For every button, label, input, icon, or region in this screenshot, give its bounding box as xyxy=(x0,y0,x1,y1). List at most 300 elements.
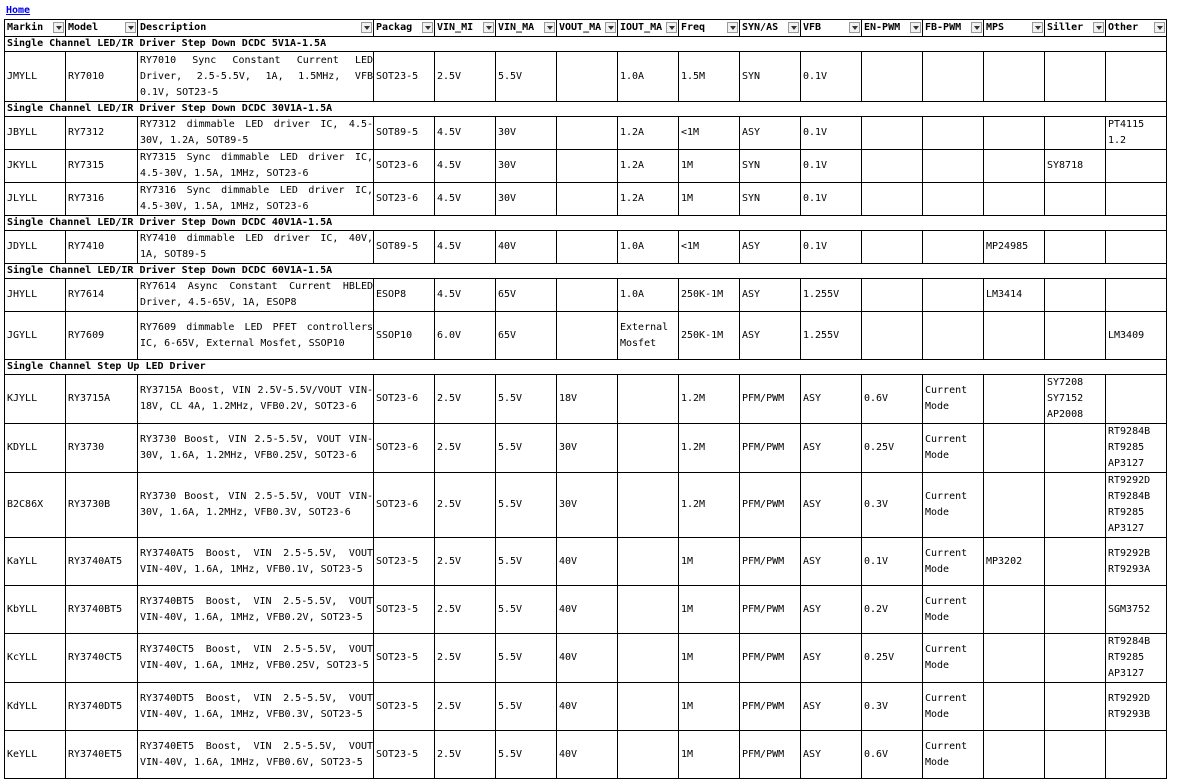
table-row xyxy=(5,312,1167,360)
filter-dropdown-icon[interactable] xyxy=(666,22,677,33)
table-cell: RY3740CT5 Boost, VIN 2.5-5.5V, VOUT VIN-40V, 1.6A, 1MHz, VFB0.25V, SOT23-5 xyxy=(138,634,374,683)
section-header-row xyxy=(5,264,1167,279)
table-cell: MP24985 xyxy=(984,231,1045,264)
filter-dropdown-icon[interactable] xyxy=(483,22,494,33)
column-header xyxy=(984,20,1045,37)
table-cell xyxy=(984,150,1045,183)
column-header xyxy=(740,20,801,37)
table-cell: KeYLL xyxy=(5,731,66,779)
table-cell: Current Mode xyxy=(923,683,984,731)
table-cell: 0.1V xyxy=(801,183,862,216)
table-cell: 65V xyxy=(496,312,557,360)
table-cell: 2.5V xyxy=(435,473,496,538)
table-cell xyxy=(1045,279,1106,312)
table-cell: 40V xyxy=(496,231,557,264)
table-cell: 4.5V xyxy=(435,117,496,150)
table-cell: 5.5V xyxy=(496,634,557,683)
table-cell: 2.5V xyxy=(435,538,496,586)
table-cell: RY3730 Boost, VIN 2.5-5.5V, VOUT VIN-30V, 1.6A, 1.2MHz, VFB0.25V, SOT23-6 xyxy=(138,424,374,473)
filter-dropdown-icon[interactable] xyxy=(1154,22,1165,33)
table-cell: 0.25V xyxy=(862,424,923,473)
table-cell: RT9292D RT9284B RT9285 AP3127 xyxy=(1106,473,1167,538)
table-cell: B2C86X xyxy=(5,473,66,538)
table-cell: 1.2M xyxy=(679,473,740,538)
table-cell xyxy=(984,634,1045,683)
table-cell: SOT23-6 xyxy=(374,375,435,424)
table-cell: PFM/PWM xyxy=(740,375,801,424)
filter-dropdown-icon[interactable] xyxy=(422,22,433,33)
table-cell: 0.3V xyxy=(862,473,923,538)
table-cell: 40V xyxy=(557,731,618,779)
table-cell: ASY xyxy=(801,473,862,538)
table-cell: ASY xyxy=(740,279,801,312)
table-cell: RY7010 xyxy=(66,52,138,102)
column-header xyxy=(138,20,374,37)
table-cell: 2.5V xyxy=(435,52,496,102)
table-cell xyxy=(1045,183,1106,216)
table-cell: PFM/PWM xyxy=(740,634,801,683)
table-cell: 5.5V xyxy=(496,52,557,102)
filter-dropdown-icon[interactable] xyxy=(910,22,921,33)
table-cell: 6.0V xyxy=(435,312,496,360)
table-cell: 2.5V xyxy=(435,731,496,779)
table-cell: 1.0A xyxy=(618,231,679,264)
column-header xyxy=(5,20,66,37)
filter-dropdown-icon[interactable] xyxy=(53,22,64,33)
table-cell xyxy=(557,117,618,150)
table-cell: RY3740AT5 xyxy=(66,538,138,586)
table-cell xyxy=(557,231,618,264)
column-header-label: Freq xyxy=(681,22,706,33)
table-cell xyxy=(1106,183,1167,216)
table-cell: ASY xyxy=(801,424,862,473)
table-cell: KDYLL xyxy=(5,424,66,473)
table-row xyxy=(5,52,1167,102)
header-row xyxy=(5,20,1167,37)
table-cell xyxy=(1045,683,1106,731)
table-cell: RY7315 Sync dimmable LED driver IC, 4.5-30V, 1.5A, 1MHz, SOT23-6 xyxy=(138,150,374,183)
section-header-row xyxy=(5,102,1167,117)
table-cell xyxy=(557,312,618,360)
table-cell: RT9284B RT9285 AP3127 xyxy=(1106,634,1167,683)
table-cell xyxy=(1106,231,1167,264)
table-body xyxy=(5,37,1167,779)
table-cell: ASY xyxy=(801,375,862,424)
table-cell: RY3715A xyxy=(66,375,138,424)
table-cell: ASY xyxy=(801,538,862,586)
table-cell: SOT23-6 xyxy=(374,150,435,183)
table-cell xyxy=(923,312,984,360)
table-cell: 5.5V xyxy=(496,586,557,634)
table-cell: SY8718 xyxy=(1045,150,1106,183)
table-cell: 2.5V xyxy=(435,375,496,424)
table-cell: 1M xyxy=(679,538,740,586)
table-cell: Current Mode xyxy=(923,731,984,779)
table-cell: 1.0A xyxy=(618,279,679,312)
filter-dropdown-icon[interactable] xyxy=(1093,22,1104,33)
table-cell xyxy=(618,375,679,424)
table-cell xyxy=(1045,117,1106,150)
table-cell xyxy=(862,312,923,360)
table-row xyxy=(5,538,1167,586)
table-cell: RT9292B RT9293A xyxy=(1106,538,1167,586)
table-cell: ASY xyxy=(801,634,862,683)
table-cell: LM3409 xyxy=(1106,312,1167,360)
table-cell: SOT23-6 xyxy=(374,473,435,538)
filter-dropdown-icon[interactable] xyxy=(971,22,982,33)
table-cell: PFM/PWM xyxy=(740,538,801,586)
column-header xyxy=(923,20,984,37)
table-cell: SY7208 SY7152 AP2008 xyxy=(1045,375,1106,424)
table-cell: PFM/PWM xyxy=(740,473,801,538)
table-cell: Current Mode xyxy=(923,634,984,683)
table-cell: 1.255V xyxy=(801,279,862,312)
table-cell: 30V xyxy=(557,473,618,538)
table-cell xyxy=(984,424,1045,473)
column-header xyxy=(1045,20,1106,37)
table-cell: SSOP10 xyxy=(374,312,435,360)
filter-dropdown-icon[interactable] xyxy=(1032,22,1043,33)
column-header xyxy=(1106,20,1167,37)
table-row xyxy=(5,634,1167,683)
table-cell: <1M xyxy=(679,231,740,264)
table-cell: JMYLL xyxy=(5,52,66,102)
table-cell: 40V xyxy=(557,634,618,683)
table-cell: 30V xyxy=(496,183,557,216)
filter-dropdown-icon[interactable] xyxy=(125,22,136,33)
table-cell xyxy=(984,183,1045,216)
table-cell xyxy=(1106,52,1167,102)
table-cell: LM3414 xyxy=(984,279,1045,312)
table-cell xyxy=(557,52,618,102)
table-cell: SYN xyxy=(740,183,801,216)
table-cell xyxy=(984,683,1045,731)
table-cell: 1.2A xyxy=(618,183,679,216)
column-header-label: Packag xyxy=(376,22,413,33)
table-cell: External Mosfet xyxy=(618,312,679,360)
table-cell xyxy=(618,586,679,634)
table-cell xyxy=(984,312,1045,360)
column-header-label: VIN_MI xyxy=(437,22,474,33)
table-cell xyxy=(923,279,984,312)
table-cell: RY7609 dimmable LED PFET controllers IC, 6-65V, External Mosfet, SSOP10 xyxy=(138,312,374,360)
column-header-label: Markin xyxy=(7,22,44,33)
column-header-label: Model xyxy=(68,22,99,33)
home-link[interactable]: Home xyxy=(6,5,31,16)
table-cell xyxy=(1045,312,1106,360)
table-cell: RY3740ET5 Boost, VIN 2.5-5.5V, VOUT VIN-40V, 1.6A, 1MHz, VFB0.6V, SOT23-5 xyxy=(138,731,374,779)
table-cell: RY3740AT5 Boost, VIN 2.5-5.5V, VOUT VIN-40V, 1.6A, 1MHz, VFB0.1V, SOT23-5 xyxy=(138,538,374,586)
table-cell: 0.1V xyxy=(801,117,862,150)
table-cell: KbYLL xyxy=(5,586,66,634)
table-row xyxy=(5,586,1167,634)
table-cell: 0.1V xyxy=(801,52,862,102)
table-cell: Current Mode xyxy=(923,424,984,473)
table-cell: 250K-1M xyxy=(679,312,740,360)
table-cell xyxy=(862,52,923,102)
table-cell xyxy=(923,52,984,102)
table-cell xyxy=(984,117,1045,150)
table-cell: 5.5V xyxy=(496,375,557,424)
table-cell: <1M xyxy=(679,117,740,150)
table-cell xyxy=(557,279,618,312)
column-header-label: Other xyxy=(1108,22,1139,33)
table-cell xyxy=(984,375,1045,424)
table-cell: 0.1V xyxy=(801,231,862,264)
table-row xyxy=(5,150,1167,183)
table-cell xyxy=(618,634,679,683)
table-cell xyxy=(923,231,984,264)
table-cell: RT9284B RT9285 AP3127 xyxy=(1106,424,1167,473)
table-cell: 1.2A xyxy=(618,117,679,150)
table-cell: RY3740DT5 xyxy=(66,683,138,731)
table-cell: 40V xyxy=(557,683,618,731)
table-cell xyxy=(862,231,923,264)
table-cell: 4.5V xyxy=(435,279,496,312)
table-cell xyxy=(618,731,679,779)
table-cell: RY7316 Sync dimmable LED driver IC, 4.5-30V, 1.5A, 1MHz, SOT23-6 xyxy=(138,183,374,216)
table-cell: SOT23-6 xyxy=(374,424,435,473)
table-cell: ASY xyxy=(801,586,862,634)
table-cell: KJYLL xyxy=(5,375,66,424)
table-row xyxy=(5,183,1167,216)
table-cell: RY3740ET5 xyxy=(66,731,138,779)
table-cell: SOT89-5 xyxy=(374,117,435,150)
table-cell: 1.5M xyxy=(679,52,740,102)
table-cell: SGM3752 xyxy=(1106,586,1167,634)
table-cell: 4.5V xyxy=(435,231,496,264)
table-cell: 2.5V xyxy=(435,683,496,731)
table-cell: RY7316 xyxy=(66,183,138,216)
column-header-label: Description xyxy=(140,22,207,33)
table-cell xyxy=(862,117,923,150)
table-cell: SOT23-5 xyxy=(374,538,435,586)
table-cell: RY3715A Boost, VIN 2.5V-5.5V/VOUT VIN-18V, CL 4A, 1.2MHz, VFB0.2V, SOT23-6 xyxy=(138,375,374,424)
column-header xyxy=(435,20,496,37)
table-cell xyxy=(618,683,679,731)
table-cell: ASY xyxy=(801,731,862,779)
table-cell: ESOP8 xyxy=(374,279,435,312)
table-cell: PT4115 1.2 xyxy=(1106,117,1167,150)
table-cell: SOT23-5 xyxy=(374,683,435,731)
table-cell xyxy=(862,150,923,183)
column-header xyxy=(496,20,557,37)
section-title: Single Channel LED/IR Driver Step Down DCDC 40V1A-1.5A xyxy=(5,216,1167,231)
table-cell: JDYLL xyxy=(5,231,66,264)
table-cell: SOT23-5 xyxy=(374,731,435,779)
table-cell: RY3740CT5 xyxy=(66,634,138,683)
table-cell: SYN xyxy=(740,52,801,102)
section-title: Single Channel Step Up LED Driver xyxy=(5,360,1167,375)
table-cell: 2.5V xyxy=(435,586,496,634)
table-cell: 1.2M xyxy=(679,375,740,424)
table-cell: Current Mode xyxy=(923,375,984,424)
table-cell xyxy=(618,424,679,473)
table-cell: RY7410 xyxy=(66,231,138,264)
table-cell xyxy=(923,117,984,150)
table-cell xyxy=(1106,150,1167,183)
table-cell: 1M xyxy=(679,586,740,634)
table-cell: ASY xyxy=(801,683,862,731)
column-header-label: MPS xyxy=(986,22,1005,33)
filter-dropdown-icon[interactable] xyxy=(605,22,616,33)
section-title: Single Channel LED/IR Driver Step Down DCDC 30V1A-1.5A xyxy=(5,102,1167,117)
table-cell: 1.2A xyxy=(618,150,679,183)
table-cell: JBYLL xyxy=(5,117,66,150)
column-header-label: EN-PWM xyxy=(864,22,901,33)
column-header-label: IOUT_MA xyxy=(620,22,663,33)
table-cell xyxy=(923,183,984,216)
table-cell: 5.5V xyxy=(496,683,557,731)
table-cell: 5.5V xyxy=(496,538,557,586)
table-cell: 0.1V xyxy=(862,538,923,586)
section-header-row xyxy=(5,360,1167,375)
table-cell: 40V xyxy=(557,538,618,586)
table-cell xyxy=(984,731,1045,779)
filter-dropdown-icon[interactable] xyxy=(361,22,372,33)
table-cell: 1M xyxy=(679,150,740,183)
table-cell xyxy=(1045,731,1106,779)
table-cell: 5.5V xyxy=(496,473,557,538)
section-title: Single Channel LED/IR Driver Step Down DCDC 5V1A-1.5A xyxy=(5,37,1167,52)
table-cell: PFM/PWM xyxy=(740,424,801,473)
table-cell: 1.255V xyxy=(801,312,862,360)
table-row xyxy=(5,375,1167,424)
column-header xyxy=(557,20,618,37)
table-cell: JGYLL xyxy=(5,312,66,360)
column-header xyxy=(679,20,740,37)
column-header xyxy=(801,20,862,37)
table-cell: 250K-1M xyxy=(679,279,740,312)
table-cell: RY3740DT5 Boost, VIN 2.5-5.5V, VOUT VIN-40V, 1.6A, 1MHz, VFB0.3V, SOT23-5 xyxy=(138,683,374,731)
table-cell xyxy=(557,183,618,216)
table-cell xyxy=(862,279,923,312)
filter-dropdown-icon[interactable] xyxy=(727,22,738,33)
table-cell xyxy=(1045,231,1106,264)
table-cell xyxy=(1045,473,1106,538)
table-cell xyxy=(618,538,679,586)
table-cell: 0.6V xyxy=(862,375,923,424)
table-cell: 0.3V xyxy=(862,683,923,731)
table-cell: SOT23-5 xyxy=(374,586,435,634)
table-cell: SOT23-6 xyxy=(374,183,435,216)
table-cell: 40V xyxy=(557,586,618,634)
table-cell: RY7609 xyxy=(66,312,138,360)
table-cell xyxy=(984,473,1045,538)
column-header-label: VFB xyxy=(803,22,822,33)
table-cell xyxy=(862,183,923,216)
table-cell: RY7010 Sync Constant Current LED Driver, 2.5-5.5V, 1A, 1.5MHz, VFB 0.1V, SOT23-5 xyxy=(138,52,374,102)
table-cell: 30V xyxy=(496,117,557,150)
table-cell: 30V xyxy=(496,150,557,183)
table-cell: ASY xyxy=(740,117,801,150)
table-cell: 18V xyxy=(557,375,618,424)
table-cell: 5.5V xyxy=(496,731,557,779)
table-cell: SOT23-5 xyxy=(374,52,435,102)
column-header xyxy=(862,20,923,37)
table-cell: 30V xyxy=(557,424,618,473)
table-cell: 0.1V xyxy=(801,150,862,183)
table-cell: 1M xyxy=(679,731,740,779)
table-cell: RY7312 xyxy=(66,117,138,150)
table-cell: RY7614 xyxy=(66,279,138,312)
table-cell: 4.5V xyxy=(435,183,496,216)
table-row xyxy=(5,231,1167,264)
filter-dropdown-icon[interactable] xyxy=(788,22,799,33)
table-cell: 4.5V xyxy=(435,150,496,183)
table-cell: 65V xyxy=(496,279,557,312)
table-cell: PFM/PWM xyxy=(740,683,801,731)
table-cell: RY3730 xyxy=(66,424,138,473)
table-cell: 2.5V xyxy=(435,424,496,473)
table-cell: KdYLL xyxy=(5,683,66,731)
table-cell: RY7315 xyxy=(66,150,138,183)
table-cell: PFM/PWM xyxy=(740,731,801,779)
table-cell xyxy=(984,52,1045,102)
table-cell: RY7614 Async Constant Current HBLED Driver, 4.5-65V, 1A, ESOP8 xyxy=(138,279,374,312)
column-header-label: Siller xyxy=(1047,22,1084,33)
column-header-label: VOUT_MA xyxy=(559,22,602,33)
table-cell: RT9292D RT9293B xyxy=(1106,683,1167,731)
table-cell xyxy=(1106,279,1167,312)
table-cell: 2.5V xyxy=(435,634,496,683)
table-cell: RY3730 Boost, VIN 2.5-5.5V, VOUT VIN-30V, 1.6A, 1.2MHz, VFB0.3V, SOT23-6 xyxy=(138,473,374,538)
table-cell xyxy=(923,150,984,183)
table-row xyxy=(5,473,1167,538)
table-cell: SOT23-5 xyxy=(374,634,435,683)
table-cell: 0.2V xyxy=(862,586,923,634)
table-cell xyxy=(1106,731,1167,779)
column-header-label: VIN_MA xyxy=(498,22,535,33)
column-header xyxy=(618,20,679,37)
table-cell: Current Mode xyxy=(923,586,984,634)
table-cell: JHYLL xyxy=(5,279,66,312)
table-cell xyxy=(1106,375,1167,424)
table-cell: KaYLL xyxy=(5,538,66,586)
table-row xyxy=(5,731,1167,779)
table-cell: MP3202 xyxy=(984,538,1045,586)
table-cell xyxy=(1045,634,1106,683)
filter-dropdown-icon[interactable] xyxy=(544,22,555,33)
column-header-label: FB-PWM xyxy=(925,22,962,33)
table-cell: PFM/PWM xyxy=(740,586,801,634)
table-cell: 1M xyxy=(679,683,740,731)
table-row xyxy=(5,279,1167,312)
table-cell: 1M xyxy=(679,634,740,683)
section-title: Single Channel LED/IR Driver Step Down DCDC 60V1A-1.5A xyxy=(5,264,1167,279)
table-cell: Current Mode xyxy=(923,473,984,538)
table-cell: SOT89-5 xyxy=(374,231,435,264)
table-row xyxy=(5,424,1167,473)
table-row xyxy=(5,117,1167,150)
table-cell: 0.25V xyxy=(862,634,923,683)
table-cell: ASY xyxy=(740,231,801,264)
table-cell: 1.2M xyxy=(679,424,740,473)
column-header-label: SYN/AS xyxy=(742,22,779,33)
table-cell: 5.5V xyxy=(496,424,557,473)
table-cell: RY7410 dimmable LED driver IC, 40V, 1A, SOT89-5 xyxy=(138,231,374,264)
table-cell xyxy=(1045,424,1106,473)
table-cell: 1M xyxy=(679,183,740,216)
table-cell: ASY xyxy=(740,312,801,360)
table-cell xyxy=(1045,586,1106,634)
filter-dropdown-icon[interactable] xyxy=(849,22,860,33)
product-table xyxy=(4,19,1167,779)
table-cell: JLYLL xyxy=(5,183,66,216)
table-row xyxy=(5,683,1167,731)
table-cell: JKYLL xyxy=(5,150,66,183)
table-cell xyxy=(557,150,618,183)
